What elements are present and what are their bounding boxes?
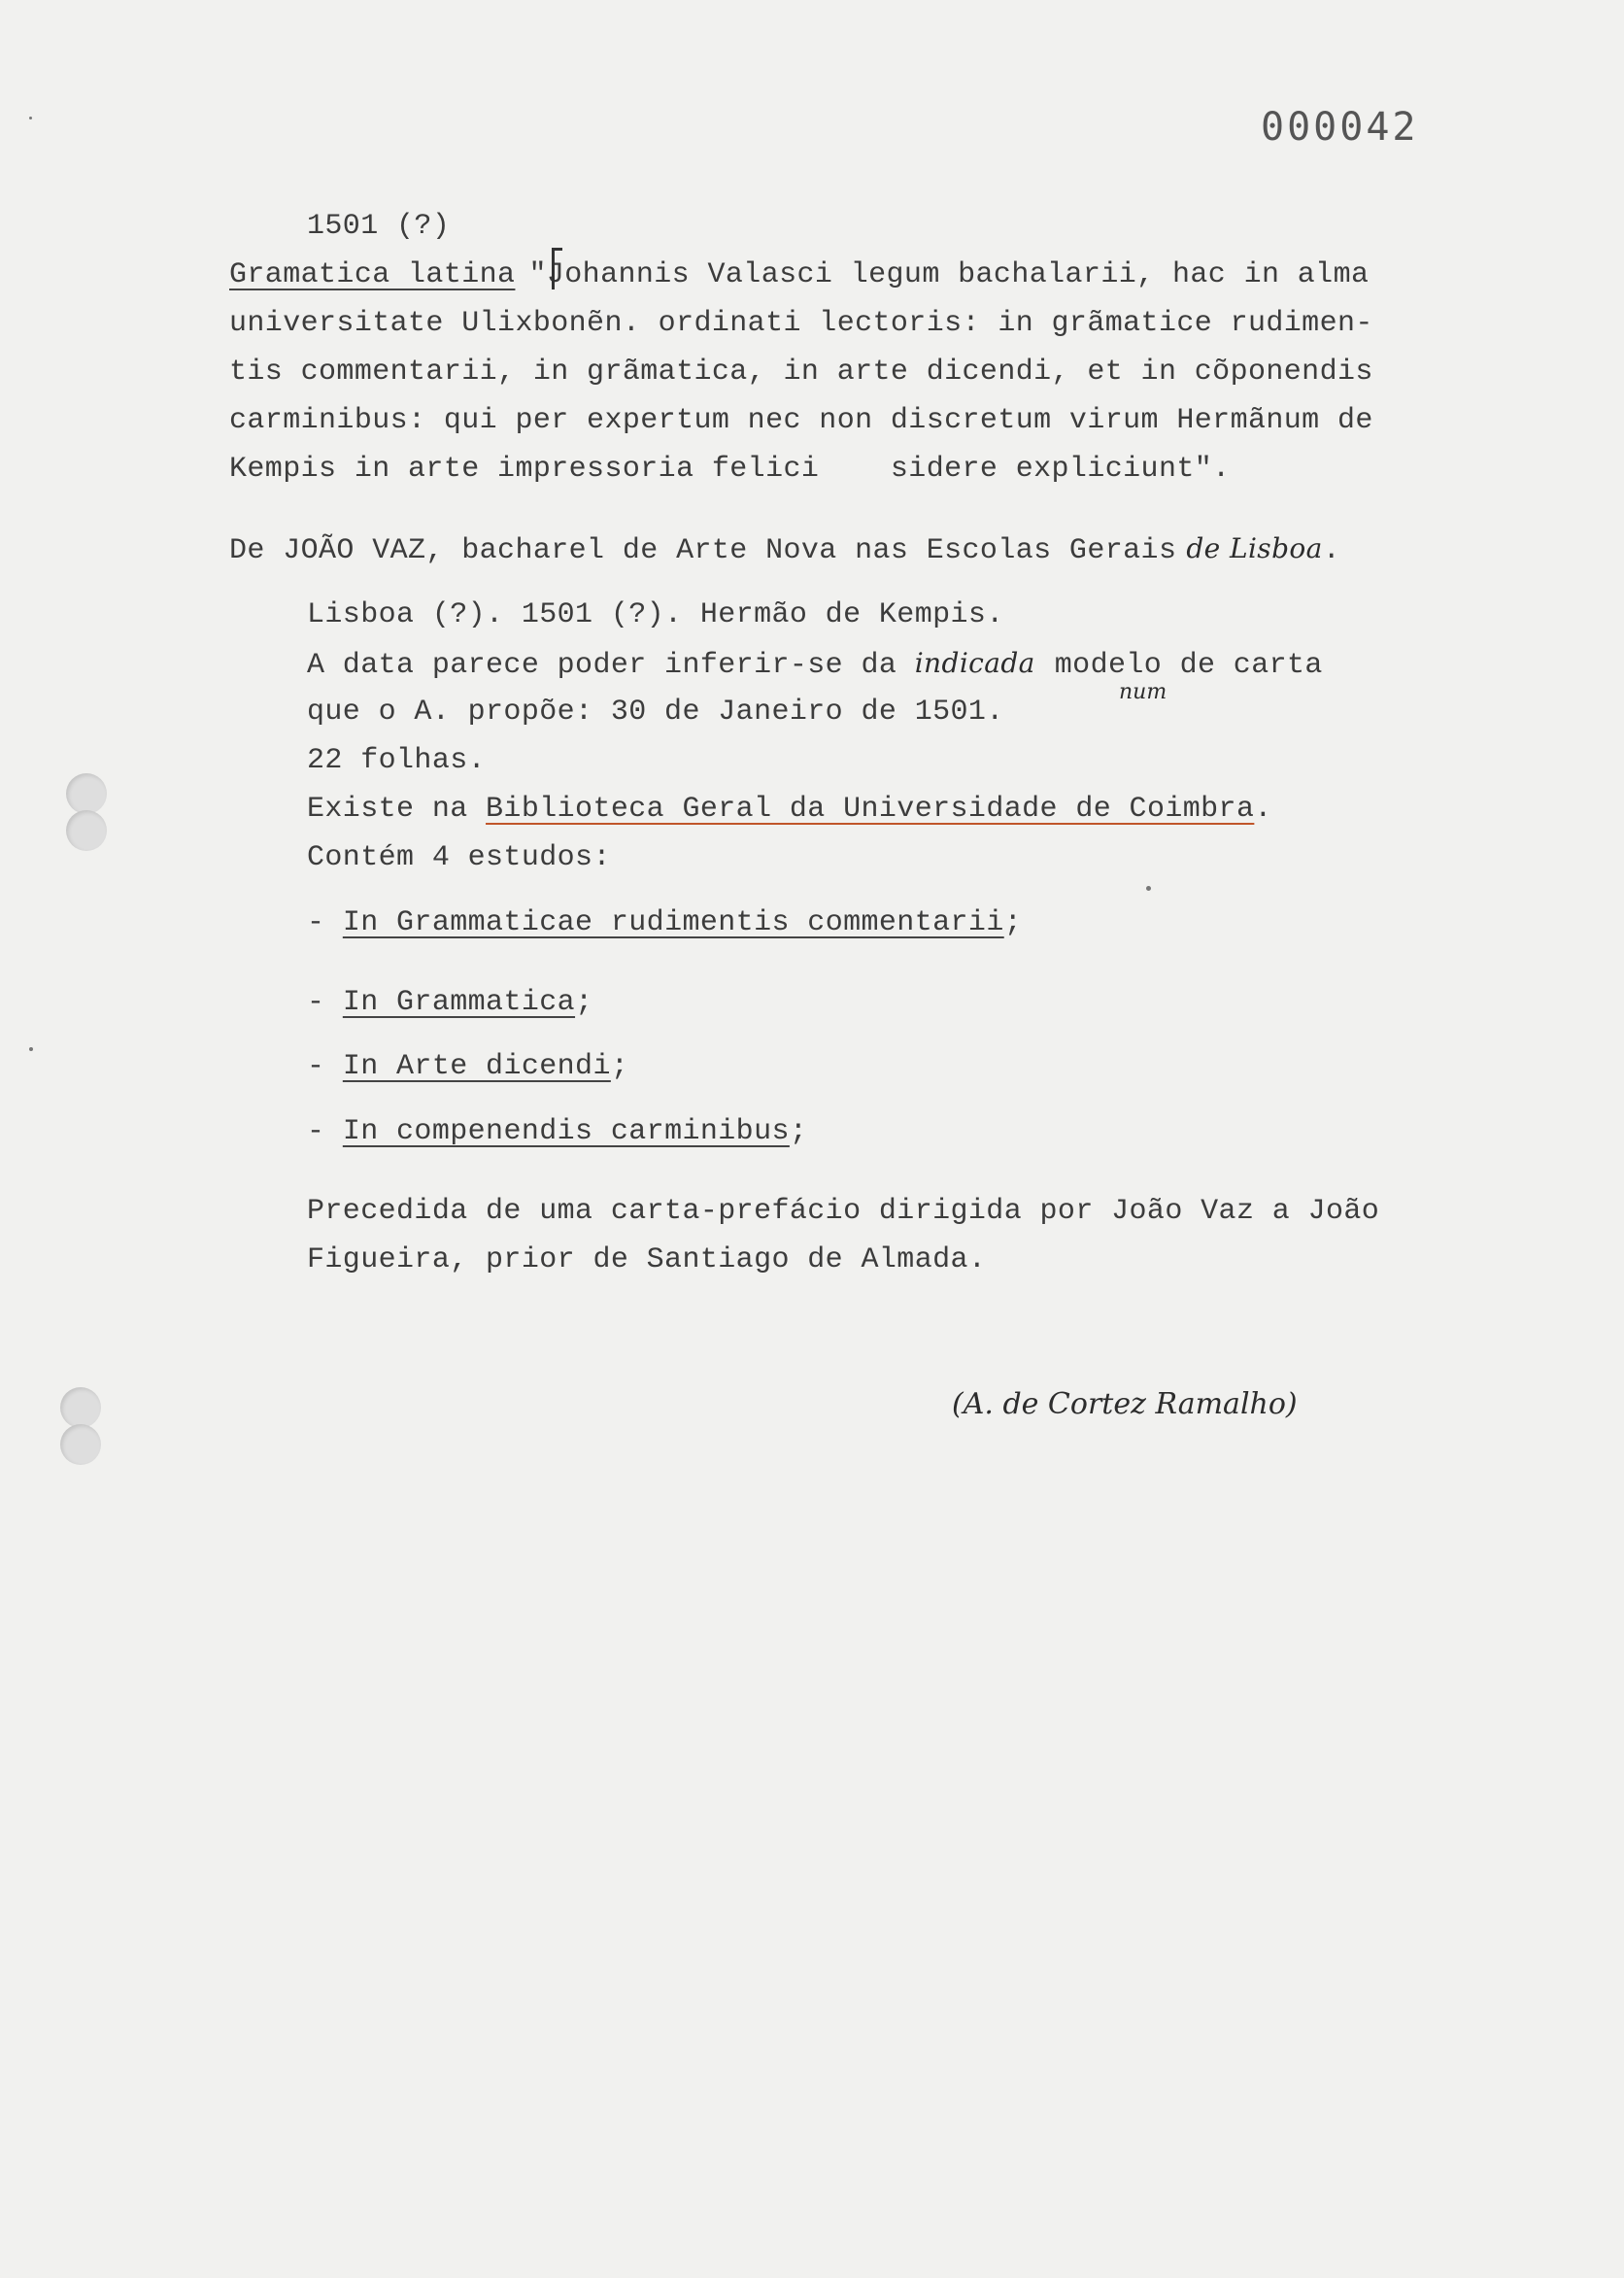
- author-handwritten: de Lisboa: [1186, 532, 1323, 564]
- title-line-5: Kempis in arte impressoria felici sidere expliciunt".: [229, 453, 1231, 486]
- study-item: [307, 1107, 807, 1156]
- list-end: ;: [610, 1050, 629, 1083]
- punch-hole: [66, 773, 107, 814]
- ink-spot: [1146, 886, 1151, 891]
- list-end: ;: [575, 986, 593, 1019]
- study-item: [307, 978, 592, 1027]
- study-title: In compenendis carminibus: [342, 1115, 790, 1148]
- author-line: [229, 525, 1340, 575]
- title-line-2: universitate Ulixbonẽn. ordinati lectoris: in grãmatice rudimen-: [229, 307, 1373, 340]
- exists-suffix: .: [1254, 793, 1272, 826]
- study-title: In Grammaticae rudimentis commentarii: [342, 906, 1004, 939]
- list-dash: -: [307, 1050, 343, 1083]
- ink-spot: [29, 117, 32, 119]
- title-line-1: [229, 251, 1369, 299]
- title-underlined: Gramatica latina: [229, 258, 516, 291]
- hand-bracket: [552, 248, 562, 289]
- study-item: [307, 1042, 628, 1091]
- list-end: ;: [1003, 906, 1023, 939]
- author-text: De JOÃO VAZ, bacharel de Arte Nova nas Escolas Gerais: [229, 534, 1177, 567]
- date-handwritten: indicada: [914, 647, 1035, 679]
- date-text-a: A data parece poder inferir-se da: [307, 649, 897, 682]
- list-end: ;: [789, 1115, 808, 1148]
- document-number: 000042: [1261, 105, 1419, 150]
- study-title: In Arte dicendi: [342, 1050, 611, 1083]
- year-line: 1501 (?): [307, 210, 451, 243]
- preface-line-2: Figueira, prior de Santiago de Almada.: [307, 1243, 987, 1276]
- date-text-b: modelo de carta: [1054, 649, 1323, 682]
- punch-hole: [66, 810, 107, 851]
- study-item: [307, 899, 1022, 947]
- folios-line: 22 folhas.: [307, 744, 487, 777]
- study-title: In Grammatica: [342, 986, 576, 1019]
- author-period: .: [1322, 534, 1341, 567]
- signature-handwritten: (A. de Cortez Ramalho): [952, 1387, 1298, 1421]
- title-line-4: carminibus: qui per expertum nec non discretum virum Hermãnum de: [229, 404, 1373, 437]
- title-line-3: tis commentarii, in grãmatica, in arte dicendi, et in cõponendis: [229, 356, 1373, 389]
- list-dash: -: [307, 906, 343, 939]
- ink-spot: [29, 1047, 33, 1051]
- library-name: Biblioteca Geral da Universidade de Coimbra: [486, 793, 1255, 826]
- contents-intro: Contém 4 estudos:: [307, 841, 611, 874]
- list-dash: -: [307, 1115, 343, 1148]
- punch-hole: [60, 1387, 101, 1428]
- place-line: Lisboa (?). 1501 (?). Hermão de Kempis.: [307, 598, 1004, 631]
- title-quote-start: "Johannis Valasci legum bachalarii, hac in alma: [528, 258, 1370, 291]
- exists-line: [307, 785, 1272, 833]
- list-dash: -: [307, 986, 343, 1019]
- date-line-2: que o A. propõe: 30 de Janeiro de 1501.: [307, 696, 1004, 729]
- punch-hole: [60, 1424, 101, 1465]
- date-line: [307, 639, 1323, 690]
- preface-line-1: Precedida de uma carta-prefácio dirigida por João Vaz a João: [307, 1195, 1380, 1228]
- date-insert-handwritten: num: [1119, 680, 1167, 704]
- exists-prefix: Existe na: [307, 793, 487, 826]
